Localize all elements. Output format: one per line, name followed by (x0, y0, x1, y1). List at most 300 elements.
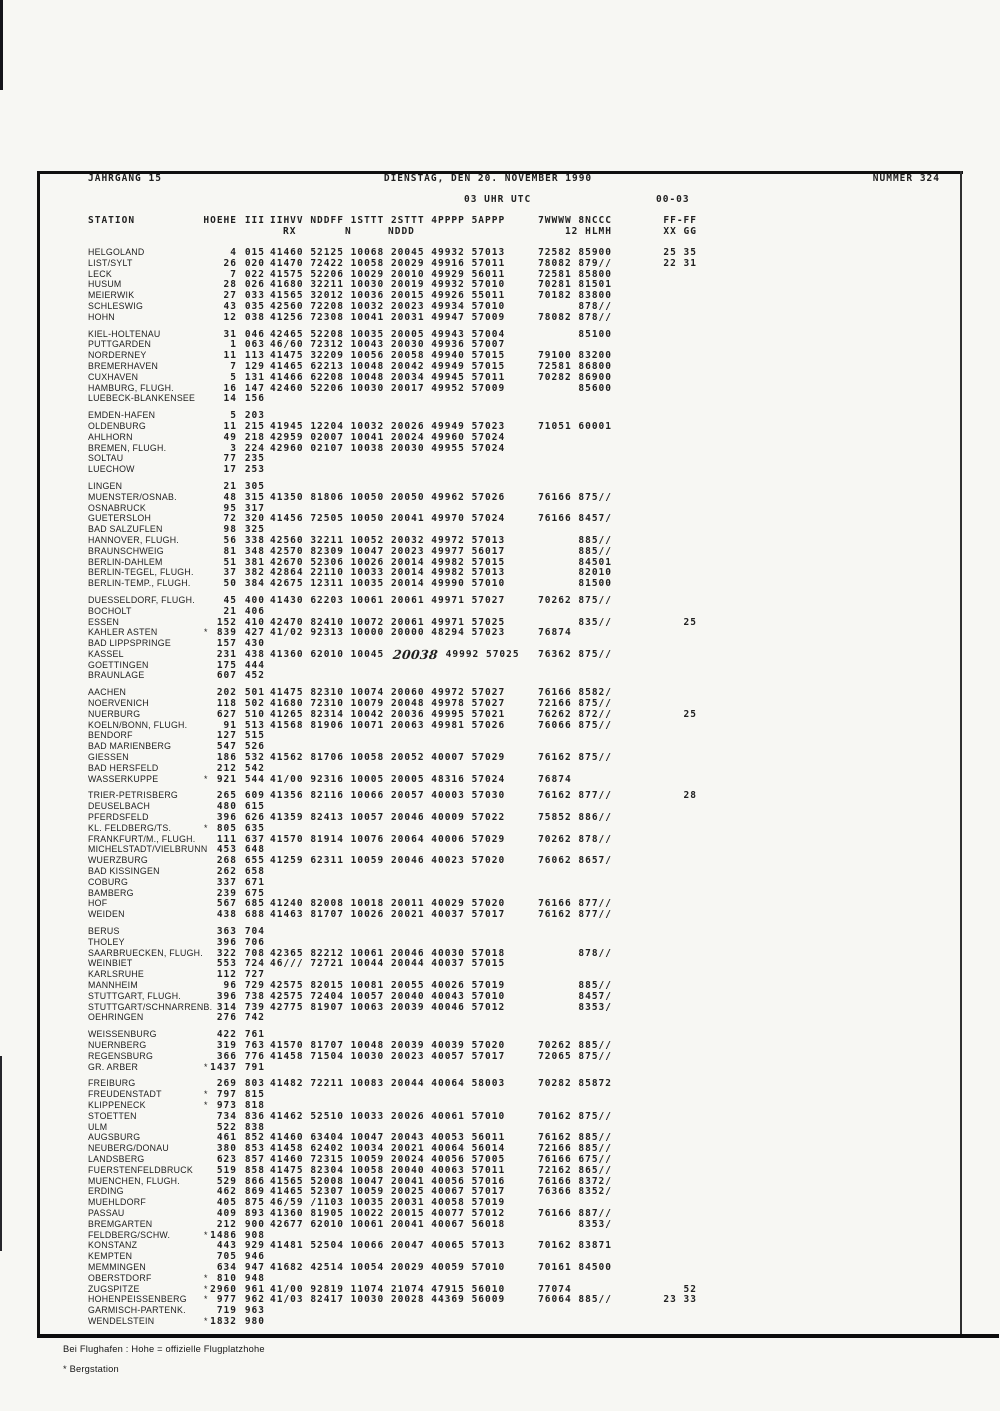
station-height: 276 (216, 1012, 237, 1024)
table-row (0, 937, 1000, 948)
table-row (0, 969, 1000, 980)
wx-code-groups: 76874 (538, 773, 612, 785)
station-height: 314 (216, 1001, 237, 1013)
station-height: 31 (223, 328, 237, 340)
wx-code-groups: 72581 86800 (538, 360, 612, 372)
station-height: 112 (216, 969, 237, 981)
station-height: 11 (223, 350, 237, 362)
station-height: 453 (216, 844, 237, 856)
station-name: BAD KISSINGEN (88, 866, 160, 877)
station-index: 803 (244, 1078, 265, 1090)
table-row (0, 909, 1000, 920)
station-name: DEUSELBACH (88, 801, 151, 812)
station-name: FELDBERG/SCHW. (88, 1229, 171, 1240)
station-index: 900 (244, 1218, 265, 1230)
station-name: HELGOLAND (88, 247, 145, 257)
station-name: NOERVENICH (88, 698, 149, 709)
station-name: BAD MARIENBERG (88, 741, 172, 752)
table-row (0, 453, 1000, 464)
station-index: 947 (244, 1261, 265, 1273)
wx-code-groups: 8353/ (578, 1001, 612, 1013)
station-height: 28 (223, 279, 237, 291)
station-name: PUTTGARDEN (88, 339, 152, 350)
synop-code-groups: 41465 52307 10059 20025 40067 57017 (270, 1186, 506, 1198)
synop-code-groups: 42959 02007 10041 20024 49960 57024 (270, 431, 506, 443)
table-row (0, 1305, 1000, 1316)
station-name: FRANKFURT/M., FLUGH. (88, 833, 196, 844)
subheader-nddd: NDDD (388, 226, 415, 237)
station-height: 7 (230, 360, 237, 372)
wx-code-groups: 76166 8372/ (538, 1175, 612, 1187)
station-height: 1 (230, 339, 237, 351)
synop-code-groups: 42560 72208 10032 20023 49934 57010 (270, 300, 506, 312)
station-name: GOETTINGEN (88, 659, 149, 670)
station-name: FUERSTENFELDBRUCK (88, 1164, 193, 1175)
station-index: 515 (244, 730, 265, 742)
table-row (0, 670, 1000, 681)
station-height: 231 (216, 648, 237, 660)
issue-number: NUMMER 324 (872, 173, 940, 184)
station-index: 325 (244, 524, 265, 536)
station-name: ULM (88, 1121, 108, 1132)
table-row (0, 646, 1000, 662)
station-height: 973 (216, 1099, 237, 1111)
station-index: 038 (244, 311, 265, 323)
synop-code-groups: 46/60 72312 10043 20030 49936 57007 (270, 339, 506, 351)
table-row (0, 1122, 1000, 1133)
station-height: 111 (216, 833, 237, 845)
station-index: 708 (244, 947, 265, 959)
station-index: 946 (244, 1251, 265, 1263)
bergstation-mark: * (204, 773, 208, 784)
station-index: 317 (244, 502, 265, 514)
synop-code-groups: 41/02 92313 10000 20000 48294 57023 (270, 627, 506, 639)
station-index: 513 (244, 719, 265, 731)
station-index: 022 (244, 268, 265, 280)
station-index: 858 (244, 1164, 265, 1176)
station-index: 776 (244, 1050, 265, 1062)
wx-code-groups: 70161 84500 (538, 1261, 612, 1273)
station-name: GUETERSLOH (88, 513, 152, 524)
synop-code-groups: 42864 22110 10033 20014 49982 57013 (270, 567, 506, 579)
station-name: STUTTGART, FLUGH. (88, 990, 182, 1001)
synop-code-groups: 41570 81914 10076 20064 40006 57029 (270, 833, 506, 845)
table-row (0, 801, 1000, 812)
synop-code-groups: 42575 72404 10057 20040 40043 57010 (270, 990, 506, 1002)
wx-code-groups: 85600 (578, 382, 612, 394)
column-subheader-row (0, 226, 1000, 237)
station-index: 961 (244, 1283, 265, 1295)
station-height: 438 (216, 909, 237, 921)
station-height: 239 (216, 887, 237, 899)
station-index: 502 (244, 698, 265, 710)
station-height: 3 (230, 442, 237, 454)
station-index: 542 (244, 762, 265, 774)
table-row (0, 350, 1000, 361)
station-name: WUERZBURG (88, 855, 148, 866)
station-name: BAD LIPPSPRINGE (88, 638, 171, 649)
wx-code-groups: 70262 885// (538, 1039, 612, 1051)
station-index: 452 (244, 670, 265, 682)
table-row (0, 698, 1000, 709)
table-row (0, 339, 1000, 350)
station-height: 72 (223, 513, 237, 525)
table-row (0, 790, 1000, 801)
subheader-12hlmh: 12 HLMH (564, 226, 612, 237)
synop-code-groups: 41460 63404 10047 20043 40053 56011 (270, 1132, 506, 1144)
station-height: 77 (223, 453, 237, 465)
wx-code-groups: 72581 85800 (538, 268, 612, 280)
wx-code-groups: 76162 877// (538, 909, 612, 921)
station-height: 98 (223, 524, 237, 536)
station-name: SAARBRUECKEN, FLUGH. (88, 947, 203, 958)
station-name: KEMPTEN (88, 1251, 133, 1262)
table-row (0, 1284, 1000, 1295)
station-height: 81 (223, 545, 237, 557)
station-index: 382 (244, 567, 265, 579)
station-name: STOETTEN (88, 1110, 137, 1121)
station-name: BOCHOLT (88, 605, 132, 616)
synop-code-groups: 42677 62010 10061 20041 40067 56018 (270, 1218, 506, 1230)
table-row (0, 578, 1000, 589)
bergstation-mark: * (204, 1099, 208, 1110)
ff-values: 28 (683, 790, 697, 802)
station-name: LECK (88, 268, 112, 279)
station-height: 50 (223, 578, 237, 590)
synop-code-groups: 46/// 72721 10044 20044 40037 57015 (270, 958, 506, 970)
table-row (0, 1154, 1000, 1165)
wx-code-groups: 78082 879// (538, 257, 612, 269)
table-row (0, 329, 1000, 340)
table-row (0, 1240, 1000, 1251)
wx-code-groups: 8353/ (578, 1218, 612, 1230)
station-name: ESSEN (88, 616, 120, 627)
station-name: KIEL-HOLTENAU (88, 328, 161, 339)
table-row (0, 1219, 1000, 1230)
station-index: 671 (244, 876, 265, 888)
table-row (0, 1100, 1000, 1111)
station-name: HOF (88, 898, 108, 909)
station-height: 202 (216, 687, 237, 699)
station-index: 704 (244, 926, 265, 938)
station-height: 7 (230, 268, 237, 280)
station-height: 21 (223, 480, 237, 492)
station-index: 427 (244, 627, 265, 639)
station-index: 348 (244, 545, 265, 557)
wx-code-groups: 70281 81501 (538, 279, 612, 291)
station-name: BAMBERG (88, 887, 134, 898)
station-name: AACHEN (88, 687, 127, 698)
station-name: KL. FELDBERG/TS. (88, 822, 172, 833)
station-height: 268 (216, 855, 237, 867)
wx-code-groups: 885// (578, 545, 612, 557)
station-name: BAD HERSFELD (88, 762, 159, 773)
station-index: 658 (244, 866, 265, 878)
table-row (0, 660, 1000, 671)
station-index: 655 (244, 855, 265, 867)
table-row (0, 1132, 1000, 1143)
station-height: 12 (223, 311, 237, 323)
station-name: WASSERKUPPE (88, 773, 159, 784)
wx-code-groups: 878// (578, 947, 612, 959)
header-hoehe: HOEHE (203, 215, 237, 226)
wx-code-groups: 885// (578, 980, 612, 991)
table-row (0, 301, 1000, 312)
station-height: 519 (216, 1164, 237, 1176)
table-row (0, 1078, 1000, 1089)
station-height: 547 (216, 741, 237, 753)
station-index: 706 (244, 936, 265, 948)
table-row (0, 361, 1000, 372)
station-name: THOLEY (88, 936, 125, 947)
column-header-row (0, 215, 1000, 226)
station-index: 305 (244, 480, 265, 492)
station-height: 322 (216, 947, 237, 959)
station-index: 761 (244, 1029, 265, 1041)
synop-code-groups: 42465 52208 10035 20005 49943 57004 (270, 328, 506, 340)
station-height: 607 (216, 670, 237, 682)
station-index: 320 (244, 513, 265, 525)
synop-code-groups: 41350 81806 10050 20050 49962 57026 (270, 491, 506, 503)
station-height: 462 (216, 1186, 237, 1198)
station-height: 127 (216, 730, 237, 742)
station-height: 480 (216, 801, 237, 813)
wx-code-groups: 70262 878// (538, 833, 612, 845)
wx-code-groups: 76362 875// (538, 648, 612, 660)
station-height: 522 (216, 1121, 237, 1133)
table-row (0, 638, 1000, 649)
synop-code-groups: 42675 12311 10035 20014 49990 57010 (270, 578, 506, 590)
station-name: WEISSENBURG (88, 1029, 157, 1040)
table-row (0, 1002, 1000, 1013)
station-name: DUESSELDORF, FLUGH. (88, 594, 195, 605)
station-index: 147 (244, 382, 265, 394)
wx-code-groups: 76366 8352/ (538, 1186, 612, 1198)
wx-code-groups: 8457/ (578, 990, 612, 1002)
station-name: NUERBURG (88, 708, 141, 719)
header-wx-groups: 7WWWW 8NCCC (538, 215, 612, 226)
station-name: LANDSBERG (88, 1153, 145, 1164)
station-height: 921 (216, 773, 237, 785)
table-row (0, 312, 1000, 323)
station-index: 739 (244, 1001, 265, 1013)
synop-code-groups: 41482 72211 10083 20044 40064 58003 (270, 1078, 506, 1090)
wx-code-groups: 77074 (538, 1283, 612, 1295)
station-height: 839 (216, 627, 237, 639)
table-row (0, 279, 1000, 290)
table-row (0, 1251, 1000, 1262)
station-index: 015 (244, 247, 265, 258)
station-index: 929 (244, 1240, 265, 1252)
station-index: 131 (244, 371, 265, 383)
station-height: 212 (216, 762, 237, 774)
station-index: 253 (244, 464, 265, 476)
synop-code-groups: 41265 82314 10042 20036 49995 57021 (270, 708, 506, 720)
wx-code-groups: 75852 886// (538, 812, 612, 824)
table-row (0, 1051, 1000, 1062)
station-index: 635 (244, 822, 265, 834)
synop-code-groups: 42470 82410 10072 20061 49971 57025 (270, 616, 506, 628)
station-name: OEHRINGEN (88, 1012, 144, 1023)
synop-code-groups: 42775 81907 10063 20039 40046 57012 (270, 1001, 506, 1013)
station-height: 705 (216, 1251, 237, 1263)
table-row (0, 269, 1000, 280)
station-height: 262 (216, 866, 237, 878)
station-index: 675 (244, 887, 265, 899)
station-index: 544 (244, 773, 265, 785)
station-name: HOHENPEISSENBERG (88, 1294, 187, 1305)
station-height: 49 (223, 431, 237, 443)
station-index: 113 (244, 350, 265, 362)
synop-code-groups: 41240 82008 10018 20011 40029 57020 (270, 898, 506, 910)
station-index: 853 (244, 1143, 265, 1155)
table-row (0, 1208, 1000, 1219)
station-name: REGENSBURG (88, 1050, 154, 1061)
station-height: 157 (216, 638, 237, 650)
station-name: KAHLER ASTEN (88, 627, 158, 638)
subheader-rx: RX (283, 226, 297, 237)
wx-code-groups: 76166 877// (538, 898, 612, 910)
station-index: 818 (244, 1099, 265, 1111)
station-index: 046 (244, 328, 265, 340)
station-index: 526 (244, 741, 265, 753)
station-index: 063 (244, 339, 265, 351)
table-row (0, 258, 1000, 269)
station-height: 5 (230, 371, 237, 383)
wx-code-groups: 76166 887// (538, 1207, 612, 1219)
station-height: 21 (223, 605, 237, 617)
table-row (0, 513, 1000, 524)
table-row (0, 1230, 1000, 1241)
synop-code-groups: 41430 62203 10061 20061 49971 57027 (270, 594, 506, 606)
station-index: 215 (244, 420, 265, 432)
wx-code-groups: 71051 60001 (538, 420, 612, 432)
table-row (0, 926, 1000, 937)
station-index: 430 (244, 638, 265, 650)
station-height: 443 (216, 1240, 237, 1252)
station-name: WENDELSTEIN (88, 1315, 155, 1326)
wx-code-groups: 76064 885// (538, 1294, 612, 1306)
table-row (0, 1262, 1000, 1273)
station-index: 203 (244, 410, 265, 422)
station-height: 16 (223, 382, 237, 394)
station-index: 315 (244, 491, 265, 503)
station-index: 963 (244, 1305, 265, 1317)
station-index: 875 (244, 1197, 265, 1209)
ff-values: 25 (683, 616, 697, 628)
table-row (0, 481, 1000, 492)
station-height: 627 (216, 708, 237, 720)
wx-code-groups: 76166 875// (538, 491, 612, 503)
station-height: 396 (216, 812, 237, 824)
station-name: MUENCHEN, FLUGH. (88, 1175, 180, 1186)
station-name: EMDEN-HAFEN (88, 410, 156, 421)
station-index: 893 (244, 1207, 265, 1219)
table-row (0, 1029, 1000, 1040)
station-index: 129 (244, 360, 265, 372)
station-index: 400 (244, 594, 265, 606)
station-index: 948 (244, 1272, 265, 1284)
station-name: HANNOVER, FLUGH. (88, 534, 180, 545)
station-index: 857 (244, 1153, 265, 1165)
synop-code-groups: 42575 82015 10081 20055 40026 57019 (270, 980, 506, 991)
table-row (0, 606, 1000, 617)
table-row (0, 503, 1000, 514)
station-height: 363 (216, 926, 237, 938)
station-name: FREUDENSTADT (88, 1089, 162, 1100)
synop-code-groups: 41465 62213 10048 20042 49949 57015 (270, 360, 506, 372)
table-row (0, 1012, 1000, 1023)
station-name: KASSEL (88, 648, 124, 659)
station-name: GARMISCH-PARTENK. (88, 1305, 186, 1316)
station-index: 688 (244, 909, 265, 921)
station-name: BREMGARTEN (88, 1218, 153, 1229)
station-name: ZUGSPITZE (88, 1283, 140, 1294)
synop-code-groups: 41458 71504 10030 20023 40057 57017 (270, 1050, 506, 1062)
station-index: 852 (244, 1132, 265, 1144)
synop-code-groups: 41562 81706 10058 20052 40007 57029 (270, 752, 506, 764)
station-height: 719 (216, 1305, 237, 1317)
synop-code-groups: 41475 82304 10058 20040 40063 57011 (270, 1164, 506, 1176)
table-row (0, 421, 1000, 432)
station-height: 805 (216, 822, 237, 834)
synop-code-groups: 41463 81707 10026 20021 40037 57017 (270, 909, 506, 921)
synop-code-groups: 41475 32209 10056 20058 49940 57015 (270, 350, 506, 362)
table-row (0, 410, 1000, 421)
station-name: BERLIN-DAHLEM (88, 556, 163, 567)
station-height: 56 (223, 534, 237, 546)
station-height: 51 (223, 556, 237, 568)
station-height: 95 (223, 502, 237, 514)
wx-code-groups: 84501 (578, 556, 612, 568)
observation-time: 03 UHR UTC (464, 194, 532, 205)
station-index: 609 (244, 790, 265, 802)
table-row (0, 1294, 1000, 1305)
table-row (0, 823, 1000, 834)
synop-code-groups: 41570 81707 10048 20039 40039 57020 (270, 1039, 506, 1051)
wx-code-groups: 835// (578, 616, 612, 628)
station-index: 156 (244, 393, 265, 405)
station-index: 338 (244, 534, 265, 546)
station-name: GR. ARBER (88, 1061, 139, 1072)
station-height: 43 (223, 300, 237, 312)
station-index: 510 (244, 708, 265, 720)
station-height: 11 (223, 420, 237, 432)
station-height: 2960 (210, 1283, 237, 1295)
station-name: SOLTAU (88, 453, 124, 464)
station-name: BERLIN-TEMP., FLUGH. (88, 578, 191, 589)
wx-code-groups: 81500 (578, 578, 612, 590)
table-row (0, 1040, 1000, 1051)
station-name: LUEBECK-BLANKENSEE (88, 393, 196, 404)
station-height: 734 (216, 1110, 237, 1122)
station-height: 623 (216, 1153, 237, 1165)
table-row (0, 855, 1000, 866)
station-name: KOELN/BONN, FLUGH. (88, 719, 188, 730)
header-ff: FF-FF (663, 215, 697, 226)
station-name: BERUS (88, 926, 120, 937)
station-index: 444 (244, 659, 265, 671)
synop-code-groups: 42365 82212 10061 20046 40030 57018 (270, 947, 506, 959)
header-code-groups: IIHVV NDDFF 1STTT 2STTT 4PPPP 5APPP (270, 215, 506, 226)
table-row (0, 1165, 1000, 1176)
station-name: HUSUM (88, 279, 122, 290)
table-row (0, 1316, 1000, 1327)
header-iii: III (244, 215, 265, 226)
station-name: OSNABRUCK (88, 502, 146, 513)
wx-code-groups: 76874 (538, 627, 612, 639)
header-station: STATION (88, 215, 136, 226)
